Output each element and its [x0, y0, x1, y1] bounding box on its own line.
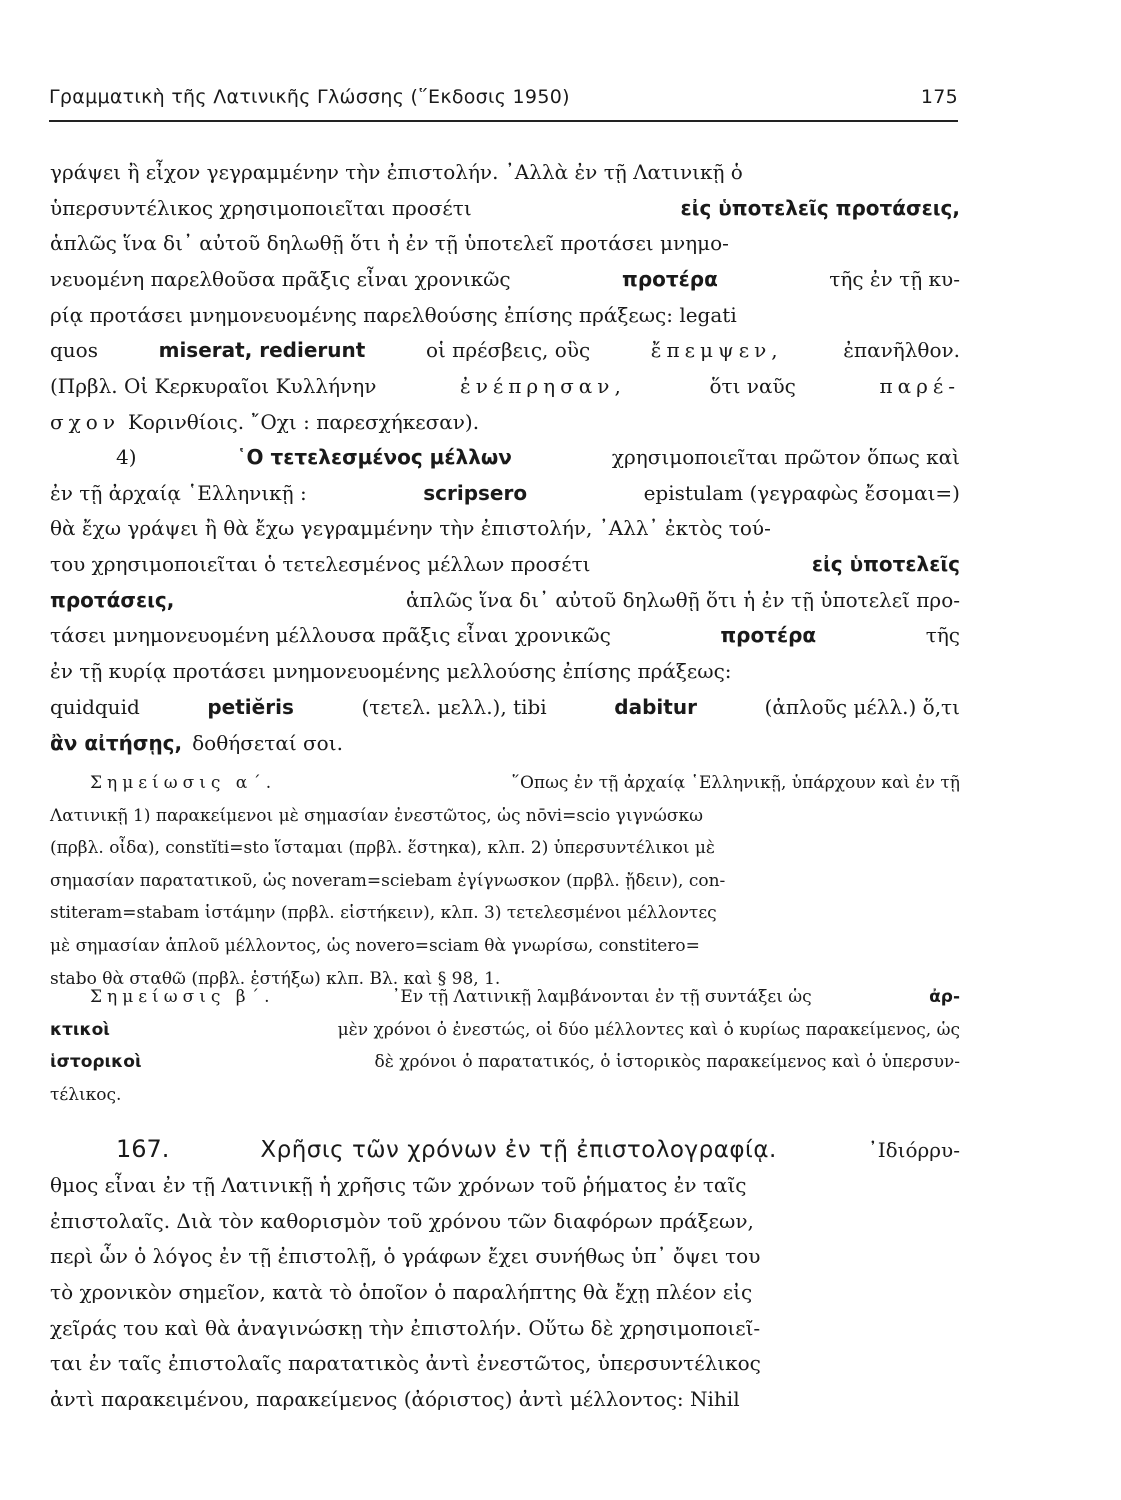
- text-run: (ἁπλοῦς μέλλ.) ὅ,τι: [764, 694, 960, 719]
- text-line: ἁπλῶς ἵνα δι᾿ αὐτοῦ δηλωθῇ ὅτι ἡ ἐν τῇ ὑποτελεῖ προτάσει μνημο-: [50, 231, 729, 256]
- text-run: (Πρβλ. Οἱ Κερκυραῖοι Κυλλήνην: [50, 374, 377, 399]
- text-run: ὑπερσυντέλικος χρησιμοποιεῖται προσέτι: [50, 195, 472, 220]
- text-line: τὸ χρονικὸν σημεῖον, κατὰ τὸ ὁποῖον ὁ παραλήπτης θὰ ἔχῃ πλέον εἰς: [50, 1280, 753, 1305]
- bold-phrase: ἱστορικοὶ: [50, 1052, 142, 1073]
- text-run: ὅτι ναῦς: [709, 374, 796, 399]
- text-run: δοθήσεταί σοι.: [192, 730, 343, 755]
- text-line: ἐν τῇ κυρίᾳ προτάσει μνημονευομένης μελλούσης ἐπίσης πράξεως:: [50, 659, 732, 684]
- text-line: [50, 552, 960, 588]
- text-run: χρησιμοποιεῖται πρῶτον ὅπως καὶ: [611, 445, 960, 469]
- text-run: τῆς ἐν τῇ κυ-: [829, 267, 960, 292]
- text-line: ἀντὶ παρακειμένου, παρακείμενος (ἀόριστος) ἀντὶ μέλλοντος: Nihil: [50, 1387, 740, 1412]
- text-line: ται ἐν ταῖς ἐπιστολαῖς παρατατικὸς ἀντὶ ἐνεστῶτος, ὑπερσυντέλικος: [50, 1351, 761, 1376]
- text-line: θὰ ἔχω γράψει ἢ θὰ ἔχω γεγραμμένην τὴν ἐπιστολήν, ᾿Αλλ᾿ ἐκτὸς τού-: [50, 516, 771, 541]
- text-line: μὲ σημασίαν ἁπλοῦ μέλλοντος, ὡς novero=sciam θὰ γνωρίσω, constitero=: [50, 935, 700, 956]
- text-line: [50, 1020, 960, 1053]
- bold-phrase: ἀρ-: [929, 987, 960, 1007]
- text-run: ἐν τῇ ἀρχαίᾳ ῾Ελληνικῇ :: [50, 480, 307, 505]
- text-run: τῆς: [925, 623, 960, 648]
- text-line: stabo θὰ σταθῶ (πρβλ. ἑστήξω) κλπ. Βλ. καὶ § 98, 1.: [50, 968, 501, 989]
- header-rule: [49, 120, 958, 122]
- text-line: [50, 410, 960, 446]
- text-run: Κορινθίοις. ῎Οχι : παρεσχήκεσαν).: [127, 409, 480, 434]
- text-line: [50, 338, 960, 374]
- running-head: [49, 86, 958, 108]
- bold-phrase: προτέρα: [720, 623, 817, 648]
- text-line: περὶ ὧν ὁ λόγος ἐν τῇ ἐπιστολῇ, ὁ γράφων ἔχει συνήθως ὑπ᾿ ὄψει του: [50, 1244, 761, 1269]
- spaced-word: παρέ-: [879, 374, 960, 399]
- text-line: [50, 481, 960, 517]
- text-line: [50, 695, 960, 731]
- text-line: τέλικος.: [50, 1084, 122, 1105]
- bold-phrase: προτάσεις,: [50, 587, 175, 612]
- running-head-title: Γραμματικὴ τῆς Λατινικῆς Γλώσσης (῞Εκδοσις 1950): [49, 86, 570, 108]
- spaced-word: σχον: [50, 409, 120, 434]
- text-line: (πρβλ. οἶδα), constĭti=sto ἵσταμαι (πρβλ. ἕστηκα), κλπ. 2) ὑπερσυντέλικοι μὲ: [50, 838, 716, 859]
- text-run: του χρησιμοποιεῖται ὁ τετελεσμένος μέλλων προσέτι: [50, 552, 591, 577]
- bold-phrase: miserat, redierunt: [158, 338, 366, 363]
- bold-phrase: προτέρα: [622, 267, 718, 292]
- bold-phrase: dabitur: [614, 694, 697, 719]
- text-line: ἐπιστολαῖς. Διὰ τὸν καθορισμὸν τοῦ χρόνου τῶν διαφόρων πράξεων,: [50, 1208, 754, 1233]
- text-line: γράψει ἢ εἶχον γεγραμμένην τὴν ἐπιστολήν. ᾿Αλλὰ ἐν τῇ Λατινικῇ ὁ: [50, 160, 743, 184]
- bold-phrase: scripsero: [423, 480, 528, 505]
- text-line: [50, 1052, 960, 1085]
- bold-phrase: εἰς ὑποτελεῖς προτάσεις,: [680, 195, 960, 220]
- text-line: [50, 987, 960, 1020]
- text-line: [50, 731, 960, 767]
- text-line: Λατινικῇ 1) παρακείμενοι μὲ σημασίαν ἐνεστῶτος, ὡς nōvi=scio γιγνώσκω: [50, 805, 703, 826]
- page-number: 175: [920, 86, 958, 108]
- text-run: μὲν χρόνοι ὁ ἐνεστώς, οἱ δύο μέλλοντες καὶ ὁ κυρίως παρακείμενος, ὡς: [337, 1019, 960, 1040]
- text-line: ρίᾳ προτάσει μνημονευομένης παρελθούσης ἐπίσης πράξεως: legati: [50, 302, 737, 327]
- text-run: τάσει μνημονευομένη μέλλουσα πρᾶξις εἶναι χρονικῶς: [50, 623, 611, 648]
- text-run: quidquid: [50, 694, 140, 719]
- text-line: [50, 588, 960, 624]
- text-run: ᾿Ιδιόρρυ-: [867, 1138, 960, 1162]
- bold-phrase: εἰς ὑποτελεῖς: [811, 552, 960, 577]
- note-label: Σημείωσις β΄.: [90, 987, 275, 1007]
- text-line: [50, 267, 960, 303]
- text-line: [50, 374, 960, 410]
- section-heading-line: [50, 1135, 960, 1173]
- paragraph-pluperfect: [50, 160, 960, 446]
- text-line: χεῖράς του καὶ θὰ ἀναγινώσκῃ τὴν ἐπιστολήν. Οὕτω δὲ χρησιμοποιεῖ-: [50, 1315, 761, 1340]
- note-alpha: [50, 773, 960, 1001]
- text-line: [50, 196, 960, 232]
- text-run: ᾿Εν τῇ Λατινικῇ λαμβάνονται ἐν τῇ συντάξει ὡς: [391, 987, 812, 1007]
- text-run: δὲ χρόνοι ὁ παρατατικός, ὁ ἱστορικὸς παρακείμενος καὶ ὁ ὑπερσυν-: [374, 1052, 960, 1073]
- text-line: [50, 445, 960, 481]
- spaced-word: ἐνέπρησαν,: [460, 374, 626, 399]
- text-run: ἁπλῶς ἵνα δι᾿ αὐτοῦ δηλωθῇ ὅτι ἡ ἐν τῇ ὑποτελεῖ προ-: [406, 587, 960, 612]
- text-run: ἐπανῆλθον.: [843, 338, 960, 363]
- text-run: quos: [50, 338, 98, 363]
- text-run: epistulam (γεγραφὼς ἔσομαι=): [643, 480, 960, 505]
- paragraph-future-perfect: [50, 445, 960, 766]
- text-line: σημασίαν παρατατικοῦ, ὡς noveram=sciebam ἐγίγνωσκον (πρβλ. ᾔδειν), con-: [50, 870, 726, 891]
- spaced-word: ἔπεμψεν,: [650, 338, 783, 363]
- text-line: stiteram=stabam ἱστάμην (πρβλ. εἱστήκειν), κλπ. 3) τετελεσμένοι μέλλοντες: [50, 903, 717, 924]
- bold-phrase: petiĕris: [207, 694, 294, 719]
- text-line: θμος εἶναι ἐν τῇ Λατινικῇ ἡ χρῆσις τῶν χρόνων τοῦ ῥήματος ἐν ταῖς: [50, 1173, 747, 1197]
- text-run: (τετελ. μελλ.), tibi: [361, 694, 547, 719]
- text-run: οἱ πρέσβεις, οὓς: [425, 338, 591, 363]
- note-beta: [50, 987, 960, 1117]
- text-run: ῞Οπως ἐν τῇ ἀρχαίᾳ ῾Ελληνικῇ, ὑπάρχουν καὶ ἐν τῇ: [511, 773, 960, 793]
- text-line: [50, 623, 960, 659]
- text-run: νευομένη παρελθοῦσα πρᾶξις εἶναι χρονικῶς: [50, 267, 511, 292]
- text-line: [50, 773, 960, 806]
- section-167: [50, 1135, 960, 1423]
- bold-phrase: ῾Ο τετελεσμένος μέλλων: [236, 445, 512, 469]
- item-number: 4): [116, 445, 137, 469]
- section-title: Χρῆσις τῶν χρόνων ἐν τῇ ἐπιστολογραφίᾳ.: [260, 1137, 777, 1163]
- section-number: 167.: [116, 1135, 170, 1163]
- bold-phrase: ἂν αἰτήσῃς,: [50, 730, 183, 755]
- bold-phrase: κτικοὶ: [50, 1019, 110, 1040]
- note-label: Σημείωσις α΄.: [90, 773, 277, 793]
